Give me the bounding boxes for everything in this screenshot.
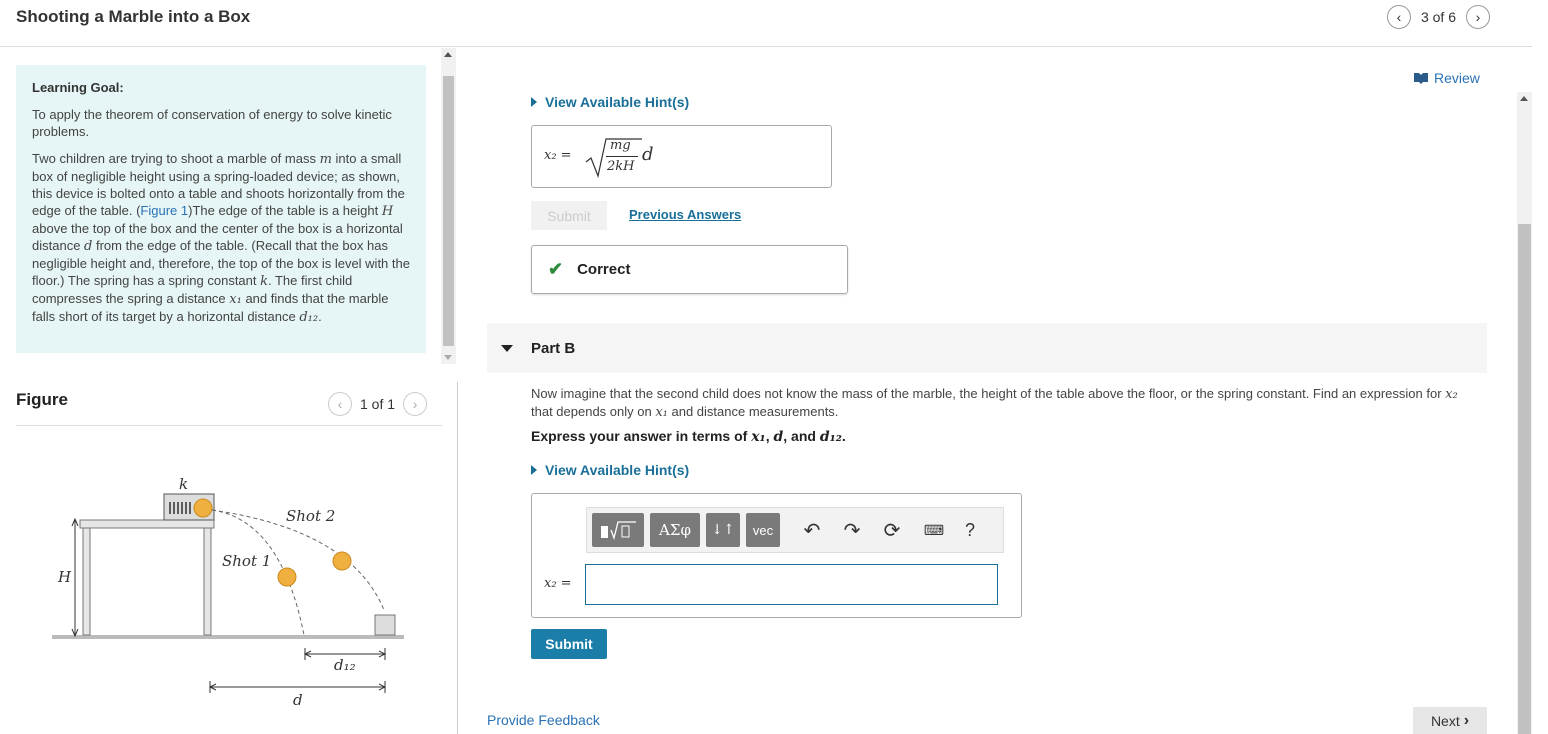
hint-label: View Available Hint(s) — [545, 94, 690, 110]
arrows-button[interactable]: ↓↑ — [706, 513, 740, 547]
marble-shot2 — [333, 552, 351, 570]
figure-heading: Figure — [16, 390, 68, 409]
pager-label: 3 of 6 — [1420, 9, 1456, 25]
figure-pager — [328, 392, 427, 416]
part-b-hints-toggle[interactable] — [531, 462, 689, 478]
part-b-answer-box — [531, 493, 1022, 618]
target-box — [375, 615, 395, 635]
templates-icon — [598, 519, 638, 541]
correct-feedback — [531, 245, 848, 294]
express-instructions: Express your answer in terms of x₁, d, and d₁₂. — [531, 428, 846, 445]
table-leg-right — [204, 528, 211, 635]
scroll-up-icon[interactable] — [1520, 96, 1528, 101]
reset-icon[interactable]: ⟳ — [883, 519, 901, 542]
hint-label: View Available Hint(s) — [545, 462, 690, 478]
learning-goal-text: To apply the theorem of conservation of energy to solve kinetic problems. — [32, 107, 392, 139]
correct-label: Correct — [577, 261, 631, 278]
part-a-submit-button[interactable]: Submit — [531, 201, 607, 230]
chevron-right-icon: › — [412, 396, 418, 412]
problem-statement: Two children are trying to shoot a marble of mass m into a small box of negligible height using a spring-loaded device; as shown, this device is bolted onto a table and shoots horizontally from the edge of the table. (Figure 1)The edge of the table is a height H above the top of the box and the center of the box is a horizontal distance d from the edge of the table. (Recall that the box has negligible height and, therefore, the top of the box is level with the floor.) The spring has a spring constant k. The first child compresses the spring a distance x₁ and finds that the marble falls short of its target by a horizontal distance d₁₂. — [32, 151, 410, 325]
next-problem-button[interactable] — [1466, 5, 1490, 29]
label-shot1: Shot 1 — [222, 552, 272, 570]
vector-button[interactable]: vec — [746, 513, 780, 547]
greek-symbols-button[interactable]: ΑΣφ — [650, 513, 700, 547]
page-title: Shooting a Marble into a Box — [16, 7, 251, 26]
fraction-denominator: 2kH — [607, 159, 635, 174]
x2-label: x₂ = — [544, 576, 572, 591]
right-scrollbar[interactable] — [1517, 92, 1532, 734]
marble-start — [194, 499, 212, 517]
learning-goal-heading: Learning Goal: — [32, 80, 124, 95]
table-top — [80, 520, 214, 528]
chevron-left-icon: ‹ — [1396, 9, 1402, 25]
book-icon — [1413, 72, 1429, 84]
figure-link[interactable]: Figure 1 — [140, 203, 189, 218]
scroll-down-icon[interactable] — [444, 355, 452, 360]
expand-triangle-icon — [531, 97, 537, 107]
previous-answers-link[interactable]: Previous Answers — [629, 207, 742, 222]
part-b-submit-button[interactable]: Submit — [531, 629, 607, 659]
part-b-header[interactable] — [487, 323, 1487, 373]
figure-previous-button[interactable] — [328, 392, 352, 416]
marble-figure — [46, 470, 416, 720]
left-scrollbar[interactable] — [441, 48, 456, 364]
collapse-triangle-icon — [501, 345, 513, 352]
fraction-numerator: mg — [610, 138, 631, 153]
panel-divider — [457, 382, 458, 734]
keyboard-icon[interactable]: ⌨ — [923, 521, 945, 538]
chevron-right-icon: › — [1475, 9, 1481, 25]
chevron-right-icon: › — [1463, 711, 1470, 729]
undo-icon[interactable]: ↶ — [803, 519, 821, 542]
part-a-hints-toggle[interactable] — [531, 94, 689, 110]
learning-goal-panel — [16, 65, 426, 353]
variable-d: d — [642, 144, 654, 165]
chevron-left-icon: ‹ — [337, 396, 343, 412]
x2-label: x₂ = — [544, 148, 572, 163]
figure-next-button[interactable] — [403, 392, 427, 416]
next-label: Next — [1430, 712, 1460, 729]
part-b-title: Part B — [531, 339, 576, 357]
fraction-bar — [606, 156, 638, 157]
previous-problem-button[interactable] — [1387, 5, 1411, 29]
checkmark-icon: ✔ — [548, 259, 564, 279]
scroll-thumb[interactable] — [1518, 224, 1531, 734]
scroll-thumb[interactable] — [443, 76, 454, 346]
part-a-answer-box — [531, 125, 832, 188]
floor — [52, 635, 404, 639]
scroll-up-icon[interactable] — [444, 52, 452, 57]
problem-pager — [1387, 5, 1490, 29]
label-d12: d₁₂ — [334, 656, 356, 674]
label-shot2: Shot 2 — [286, 507, 336, 525]
figure-divider — [16, 425, 442, 426]
part-b-question: Now imagine that the second child does not know the mass of the marble, the height of the table above the floor, or the spring constant. Find an expression for x₂ that depends only on x₁ and distance measurements. — [531, 386, 1458, 420]
math-toolbar — [586, 507, 1004, 553]
expand-triangle-icon — [531, 465, 537, 475]
templates-button[interactable] — [592, 513, 644, 547]
marble-shot1 — [278, 568, 296, 586]
review-label: Review — [1434, 70, 1480, 86]
label-H: H — [58, 568, 72, 586]
label-k: k — [179, 475, 189, 493]
help-button[interactable]: ? — [964, 519, 975, 540]
top-bar — [0, 0, 1532, 47]
next-button[interactable] — [1413, 707, 1487, 734]
label-d: d — [293, 691, 303, 709]
redo-icon[interactable]: ↷ — [843, 519, 861, 542]
figure-pager-label: 1 of 1 — [360, 396, 396, 412]
table-leg-left — [83, 528, 90, 635]
answer-input[interactable] — [585, 564, 998, 605]
provide-feedback-link[interactable]: Provide Feedback — [487, 712, 600, 728]
review-link[interactable] — [1413, 70, 1480, 86]
